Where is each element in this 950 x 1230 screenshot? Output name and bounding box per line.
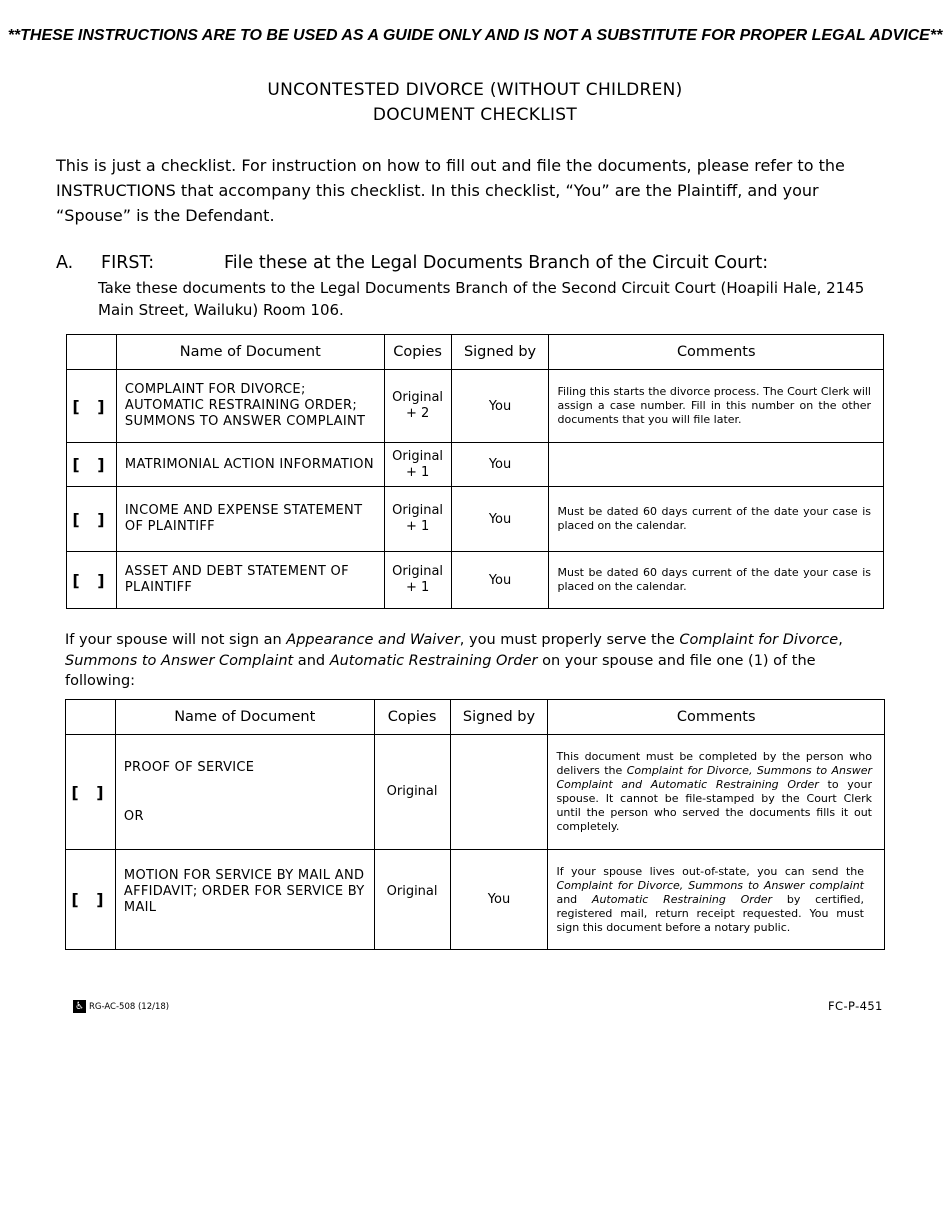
header-copies: Copies bbox=[384, 335, 451, 370]
form-number: FC-P-451 bbox=[828, 999, 883, 1013]
note-italic: Complaint for Divorce bbox=[679, 632, 839, 648]
checkbox[interactable]: [ ] bbox=[66, 735, 116, 850]
intro-paragraph: This is just a checklist. For instruction on how to fill out and file the documents, please refer to the INSTRUCTIONS that accompany this checklist. In this checklist, “You” are the Plaintiff, and your “Spouse” is the Defendant. bbox=[56, 156, 845, 225]
note-text: on your spouse and file one (1) of the following: bbox=[65, 652, 816, 689]
comment: Must be dated 60 days current of the date your case is placed on the calendar. bbox=[549, 487, 884, 552]
document-name-text: PROOF OF SERVICE bbox=[123, 759, 255, 775]
note-text: and bbox=[293, 652, 330, 669]
comment-text: to your spouse. It cannot be file-stamped by the Court Clerk until the person who served the documents fills it out completely. bbox=[556, 778, 872, 833]
document-name bbox=[115, 735, 374, 850]
document-name: COMPLAINT FOR DIVORCE; AUTOMATIC RESTRAINING ORDER; SUMMONS TO ANSWER COMPLAINT bbox=[116, 370, 384, 443]
header-copies: Copies bbox=[374, 700, 450, 735]
section-a-heading bbox=[56, 253, 768, 273]
service-note bbox=[65, 630, 885, 692]
copies: Original bbox=[374, 735, 450, 850]
signed-by bbox=[450, 735, 548, 850]
header-comments: Comments bbox=[549, 335, 884, 370]
copies bbox=[384, 370, 451, 443]
or-label: OR bbox=[123, 808, 144, 824]
header-signed: Signed by bbox=[451, 335, 549, 370]
table-row bbox=[67, 443, 884, 487]
signed-by: You bbox=[451, 370, 549, 443]
table-row bbox=[66, 735, 885, 850]
checkbox[interactable]: [ ] bbox=[67, 552, 117, 609]
table-row bbox=[67, 370, 884, 443]
comment bbox=[548, 850, 885, 950]
documents-table-1 bbox=[66, 334, 884, 609]
comment: Filing this starts the divorce process. The Court Clerk will assign a case number. Fill in this number on the other documents that you will file later. bbox=[549, 370, 884, 443]
documents-table-2 bbox=[65, 699, 885, 950]
section-a-subtext: Take these documents to the Legal Documents Branch of the Second Circuit Court (Hoapili Hale, 2145 Main Street, Wailuku) Room 106. bbox=[98, 279, 865, 319]
accessibility-icon: ♿ bbox=[73, 1000, 86, 1013]
checkbox[interactable]: [ ] bbox=[67, 443, 117, 487]
copies bbox=[384, 487, 451, 552]
document-name: INCOME AND EXPENSE STATEMENT OF PLAINTIFF bbox=[116, 487, 384, 552]
header-comments: Comments bbox=[548, 700, 885, 735]
header-checkbox bbox=[66, 700, 116, 735]
copies-line2: + 1 bbox=[405, 464, 430, 480]
copies bbox=[384, 552, 451, 609]
checkbox[interactable]: [ ] bbox=[66, 850, 116, 950]
note-text: , bbox=[838, 632, 843, 648]
table-row bbox=[67, 552, 884, 609]
comment: Must be dated 60 days current of the date your case is placed on the calendar. bbox=[549, 552, 884, 609]
header-checkbox bbox=[67, 335, 117, 370]
section-label: FIRST: bbox=[101, 253, 155, 273]
document-name: MATRIMONIAL ACTION INFORMATION bbox=[116, 443, 384, 487]
copies-line2: + 2 bbox=[405, 406, 430, 421]
document-name: MOTION FOR SERVICE BY MAIL AND AFFIDAVIT; ORDER FOR SERVICE BY MAIL bbox=[115, 850, 374, 950]
signed-by: You bbox=[451, 552, 549, 609]
signed-by: You bbox=[450, 850, 548, 950]
comment-italic: Complaint for Divorce, Summons to Answer complaint bbox=[556, 878, 864, 892]
comment-text: and bbox=[556, 892, 592, 906]
copies: Original bbox=[374, 850, 450, 950]
comment bbox=[548, 735, 885, 850]
page-subtitle: DOCUMENT CHECKLIST bbox=[372, 105, 578, 125]
disclaimer: **THESE INSTRUCTIONS ARE TO BE USED AS A GUIDE ONLY AND IS NOT A SUBSTITUTE FOR PROPER LEGAL ADVICE** bbox=[7, 27, 943, 44]
note-text: If your spouse will not sign an bbox=[65, 632, 287, 648]
signed-by: You bbox=[451, 443, 549, 487]
comment-italic: Complaint for Divorce, Summons to Answer Complaint and Automatic Restraining Order bbox=[556, 764, 872, 791]
section-letter: A. bbox=[56, 253, 74, 273]
copies bbox=[384, 443, 451, 487]
table-row bbox=[67, 487, 884, 552]
header-signed: Signed by bbox=[450, 700, 548, 735]
checkbox[interactable]: [ ] bbox=[67, 487, 117, 552]
header-name: Name of Document bbox=[115, 700, 374, 735]
comment bbox=[549, 443, 884, 487]
copies-line1: Original bbox=[392, 503, 444, 518]
header-name: Name of Document bbox=[116, 335, 384, 370]
section-heading-text: File these at the Legal Documents Branch of the Circuit Court: bbox=[224, 253, 769, 273]
comment-text: by certified, registered mail, return receipt requested. You must sign this document before a notary public. bbox=[556, 892, 864, 934]
note-text: , you must properly serve the bbox=[459, 632, 680, 648]
table-header-row bbox=[67, 335, 884, 370]
copies-line1: Original bbox=[392, 390, 444, 405]
footer-left bbox=[73, 1000, 169, 1013]
document-name: ASSET AND DEBT STATEMENT OF PLAINTIFF bbox=[116, 552, 384, 609]
note-italic: Summons to Answer Complaint bbox=[65, 652, 294, 669]
comment-text: This document must be completed by the person who delivers the bbox=[556, 750, 872, 777]
comment-italic: Automatic Restraining Order bbox=[591, 892, 773, 906]
page-title: UNCONTESTED DIVORCE (WITHOUT CHILDREN) bbox=[267, 80, 683, 100]
copies-line1: Original bbox=[392, 564, 444, 579]
copies-line1: Original bbox=[392, 448, 444, 464]
comment-text: If your spouse lives out-of-state, you can send the bbox=[556, 864, 864, 878]
note-italic: Appearance and Waiver bbox=[286, 632, 460, 648]
signed-by: You bbox=[451, 487, 549, 552]
copies-line2: + 1 bbox=[405, 580, 430, 595]
table-header-row bbox=[66, 700, 885, 735]
copies-line2: + 1 bbox=[405, 519, 430, 534]
checkbox[interactable]: [ ] bbox=[67, 370, 117, 443]
note-italic: Automatic Restraining Order bbox=[329, 652, 538, 669]
form-code: RG-AC-508 (12/18) bbox=[89, 1001, 170, 1012]
table-row bbox=[66, 850, 885, 950]
